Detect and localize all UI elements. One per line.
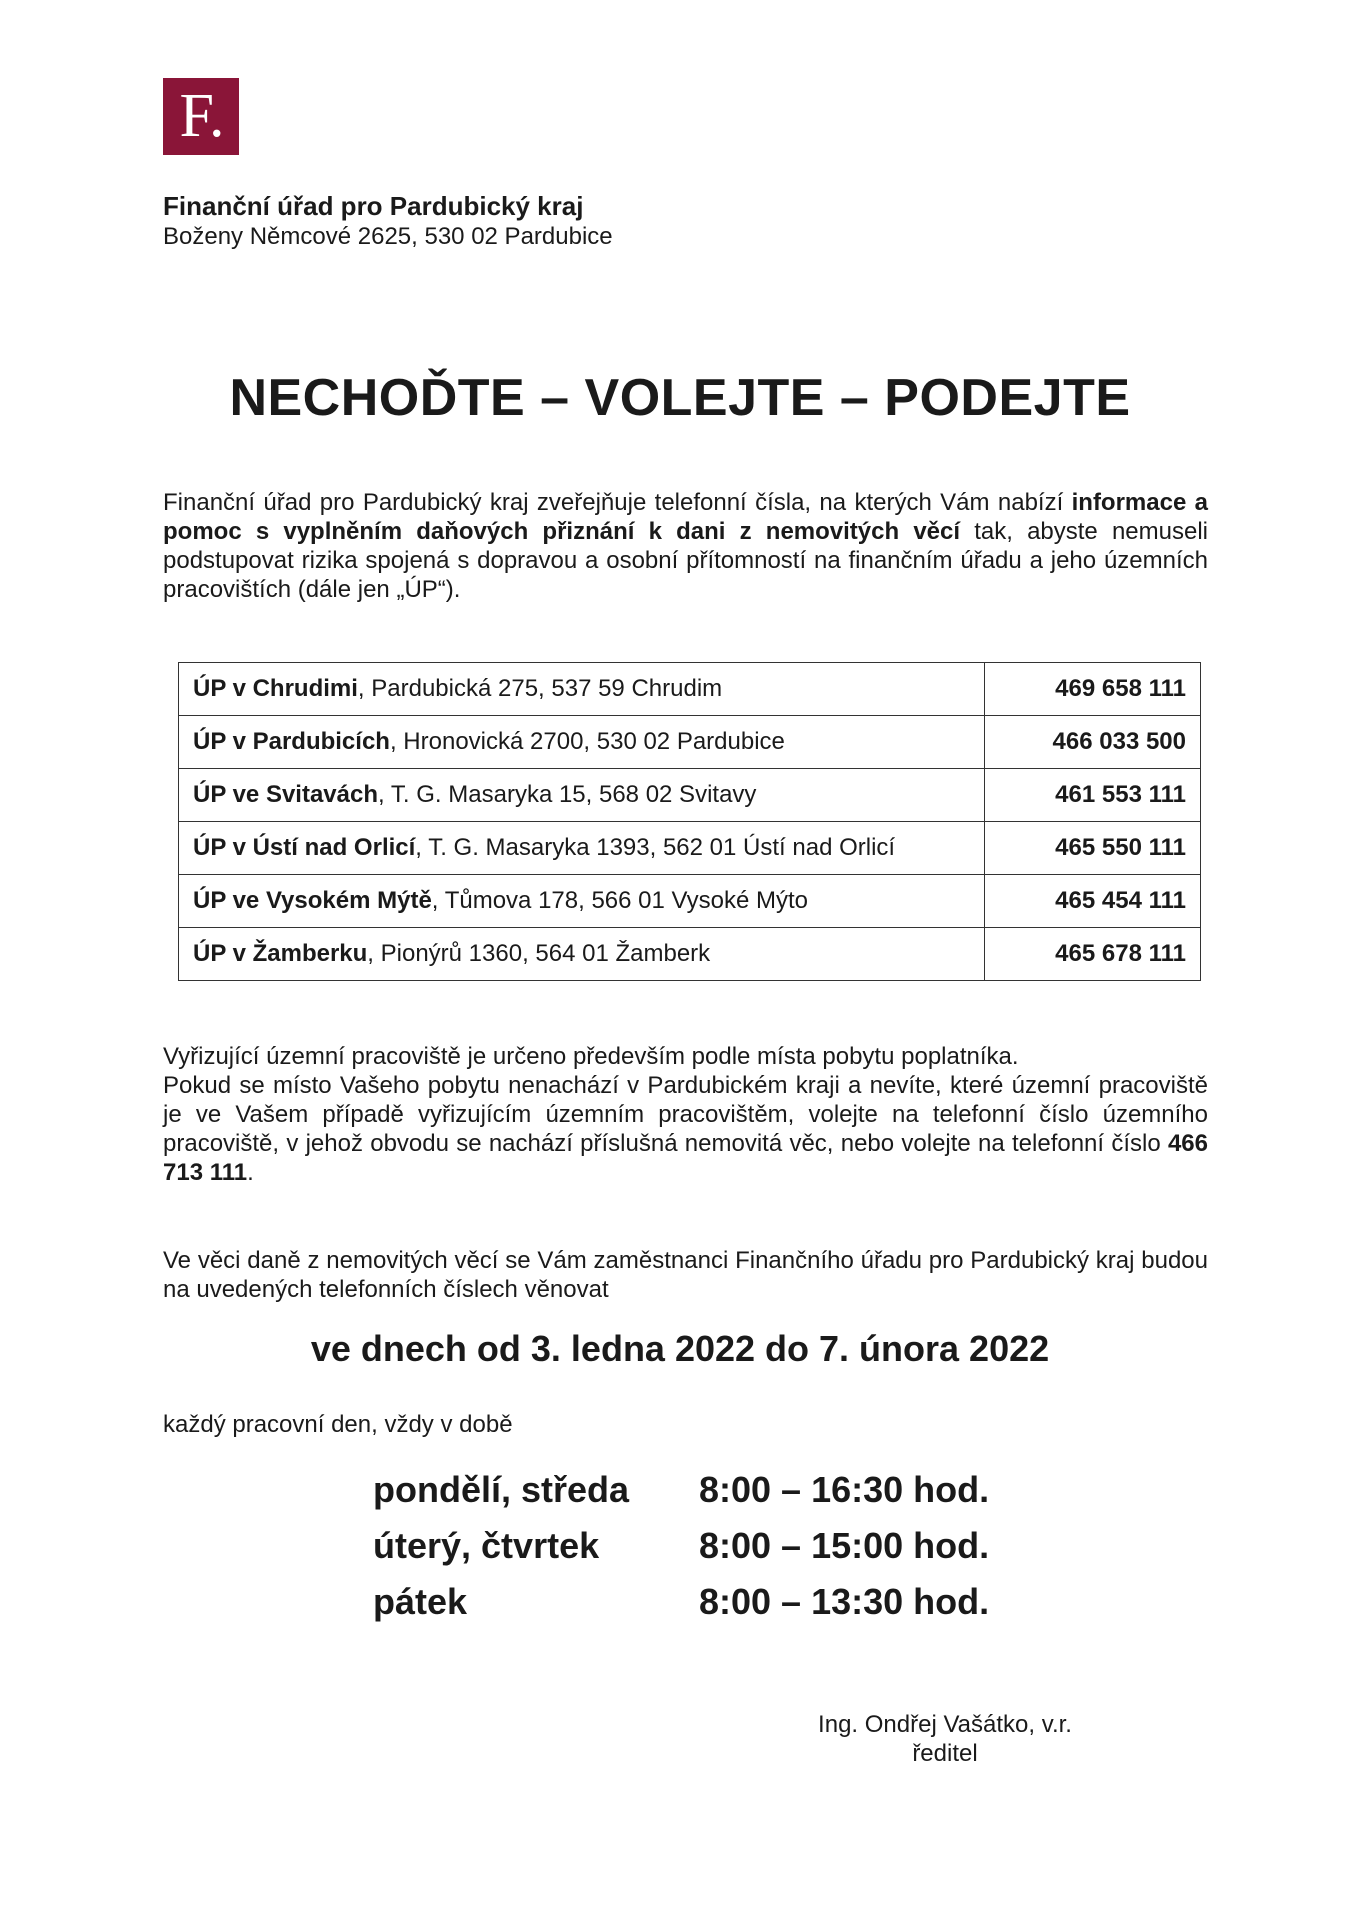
office-cell [179,822,985,875]
office-cell [179,663,985,716]
office-cell [179,769,985,822]
intro-paragraph [163,488,1208,604]
intro-text-1: Finanční úřad pro Pardubický kraj zveřejňuje telefonní čísla, na kterých Vám nabízí [163,489,1072,516]
office-label: ÚP ve Vysokém Mýtě [193,887,432,914]
phone-cell: 461 553 111 [985,769,1201,822]
office-label: ÚP v Žamberku [193,940,368,967]
office-label: ÚP v Ústí nad Orlicí [193,834,416,861]
office-label: ÚP ve Svitavách [193,781,379,808]
hours-days: pondělí, středa [373,1469,630,1510]
info-end: . [247,1159,254,1186]
phone-cell: 465 550 111 [985,822,1201,875]
table-row [179,663,1201,716]
intro-text-bold: informace a pomoc s vyplněním daňových přiznání k dani z nemovitých věcí [163,489,1209,545]
office-street: , Hronovická 2700, 530 02 Pardubice [389,728,785,755]
service-paragraph: Ve věci daně z nemovitých věcí se Vám zaměstnanci Finančního úřadu pro Pardubický kraj budou na uvedených telefonních číslech věnovat [163,1247,1208,1303]
office-name: Finanční úřad pro Pardubický kraj [163,191,584,221]
hours-days: úterý, čtvrtek [373,1525,600,1566]
phone-cell: 469 658 111 [985,663,1201,716]
offices-table [178,662,1201,981]
office-street: , T. G. Masaryka 1393, 562 01 Ústí nad Orlicí [415,834,896,861]
hours-time: 8:00 – 13:30 hod. [699,1581,990,1622]
office-cell [179,716,985,769]
office-cell [179,875,985,928]
every-day-text: každý pracovní den, vždy v době [163,1411,513,1438]
hours-time: 8:00 – 16:30 hod. [699,1469,990,1510]
hours-row [373,1518,989,1574]
phone-cell: 465 454 111 [985,875,1201,928]
signature-block [780,1710,1110,1768]
page-title: NECHOĎTE – VOLEJTE – PODEJTE [229,369,1131,427]
office-logo [163,78,239,155]
hours-row [373,1574,989,1630]
info-line-1: Vyřizující územní pracoviště je určeno především podle místa pobytu poplatníka. [163,1043,1019,1070]
table-row [179,822,1201,875]
info-line-2: Pokud se místo Vašeho pobytu nenachází v Pardubickém kraji a nevíte, které územní pracoviště je ve Vašem případě vyřizujícím územním pracovištěm, volejte na telefonní číslo územního pracoviště, v jehož obvodu se nachází příslušná nemovitá věc, nebo volejte na telefonní číslo [163,1072,1208,1157]
service-dates: ve dnech od 3. ledna 2022 do 7. února 2022 [310,1328,1050,1369]
office-street: , Pionýrů 1360, 564 01 Žamberk [367,940,711,967]
office-label: ÚP v Pardubicích [193,728,390,755]
signatory-title: ředitel [912,1740,978,1767]
office-cell [179,928,985,981]
table-row [179,928,1201,981]
table-row [179,716,1201,769]
office-address: Boženy Němcové 2625, 530 02 Pardubice [163,223,613,250]
signatory-name: Ing. Ondřej Vašátko, v.r. [818,1711,1072,1738]
office-hours [373,1462,989,1630]
hours-time: 8:00 – 15:00 hod. [699,1525,990,1566]
table-row [179,769,1201,822]
office-street: , T. G. Masaryka 15, 568 02 Svitavy [378,781,757,808]
phone-cell: 466 033 500 [985,716,1201,769]
office-street: , Pardubická 275, 537 59 Chrudim [357,675,723,702]
office-header [163,190,863,252]
table-row [179,875,1201,928]
info-paragraph [163,1042,1208,1187]
office-street: , Tůmova 178, 566 01 Vysoké Mýto [431,887,809,914]
phone-cell: 465 678 111 [985,928,1201,981]
office-label: ÚP v Chrudimi [193,675,358,702]
central-phone: 466 713 111 [163,1130,1208,1186]
hours-days: pátek [373,1581,468,1622]
logo-letter: F. [179,82,225,150]
hours-row [373,1462,989,1518]
intro-text-2: tak, abyste nemuseli podstupovat rizika spojená s dopravou a osobní přítomností na finančním úřadu a jeho územních pracovištích (dále jen „ÚP“). [163,518,1208,603]
